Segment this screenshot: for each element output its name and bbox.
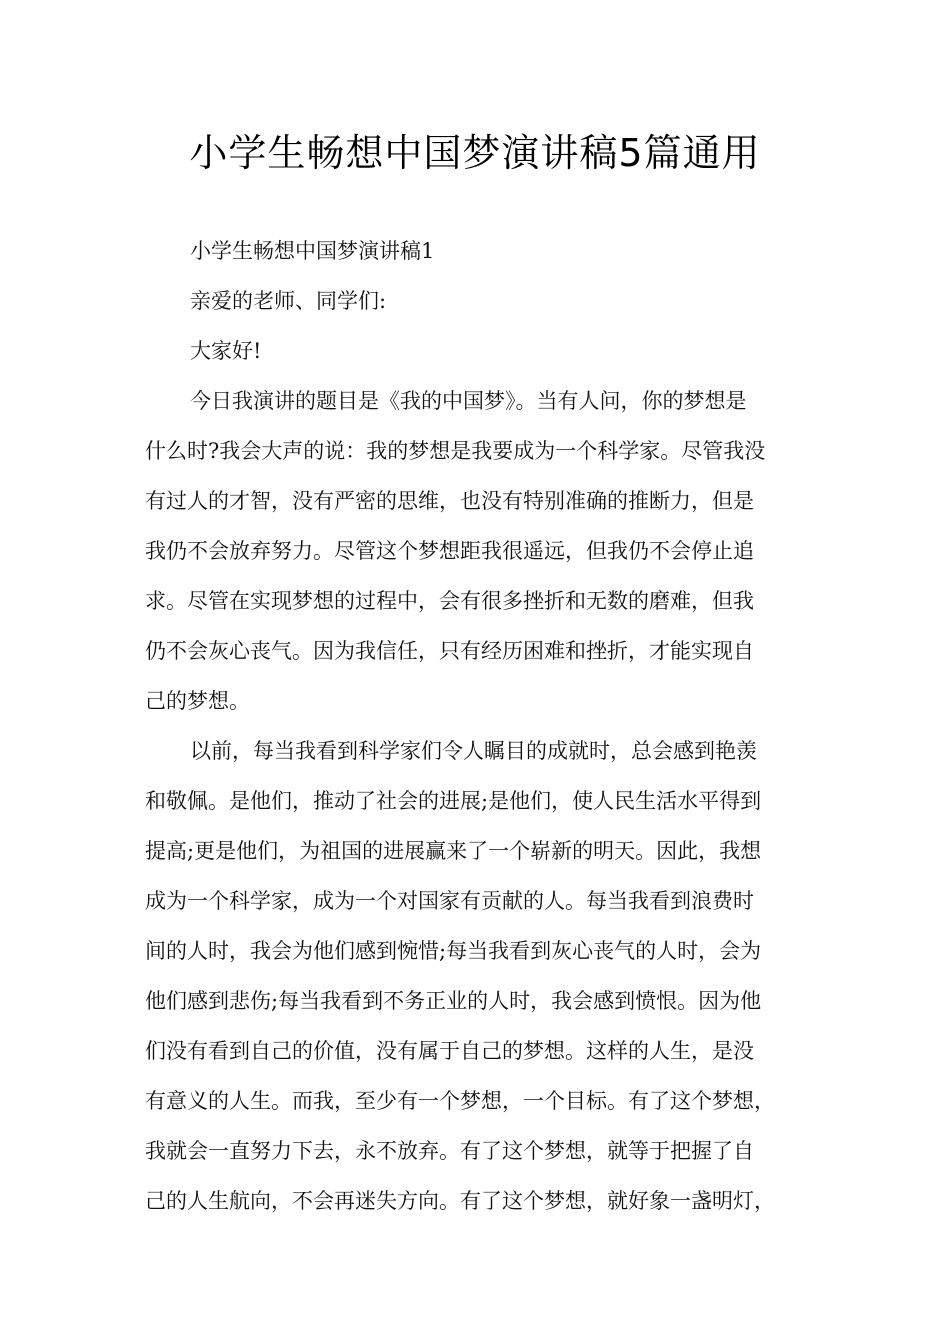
document-title: 小学生畅想中国梦演讲稿5篇通用 [189,131,761,175]
text-line: 和敬佩。是他们，推动了社会的进展;是他们，使人民生活水平得到 [145,789,762,813]
text-line: 仍不会灰心丧气。因为我信任，只有经历困难和挫折，才能实现自 [145,639,754,663]
text-line: 提高;更是他们，为祖国的进展赢来了一个崭新的明天。因此，我想 [145,839,762,863]
text-line: 求。尽管在实现梦想的过程中，会有很多挫折和无数的磨难，但我 [145,589,754,613]
paragraph [145,226,813,1226]
document-body [145,226,813,1226]
text-line: 间的人时，我会为他们感到惋惜;每当我看到灰心丧气的人时，会为 [145,939,762,963]
text-line: 以前，每当我看到科学家们令人瞩目的成就时，总会感到艳羡 [190,739,757,763]
text-line: 我仍不会放弃努力。尽管这个梦想距我很遥远，但我仍不会停止追 [145,539,754,563]
text-line: 什么时?我会大声的说：我的梦想是我要成为一个科学家。尽管我没 [145,439,766,463]
text-line: 小学生畅想中国梦演讲稿1 [190,239,435,263]
text-line: 有意义的人生。而我，至少有一个梦想，一个目标。有了这个梦想， [145,1089,775,1113]
text-line: 他们感到悲伤;每当我看到不务正业的人时，我会感到愤恨。因为他 [145,989,762,1013]
text-line: 有过人的才智，没有严密的思维，也没有特别准确的推断力，但是 [145,489,754,513]
text-line: 己的梦想。 [145,689,250,713]
text-line: 们没有看到自己的价值，没有属于自己的梦想。这样的人生，是没 [145,1039,754,1063]
text-line: 成为一个科学家，成为一个对国家有贡献的人。每当我看到浪费时 [145,889,754,913]
text-line: 大家好! [190,339,262,363]
text-line: 今日我演讲的题目是《我的中国梦》。当有人问，你的梦想是 [190,389,747,413]
text-line: 亲爱的老师、同学们: [190,289,387,313]
text-line: 我就会一直努力下去，永不放弃。有了这个梦想，就等于把握了自 [145,1139,754,1163]
text-line: 己的人生航向，不会再迷失方向。有了这个梦想，就好象一盏明灯， [145,1189,775,1213]
